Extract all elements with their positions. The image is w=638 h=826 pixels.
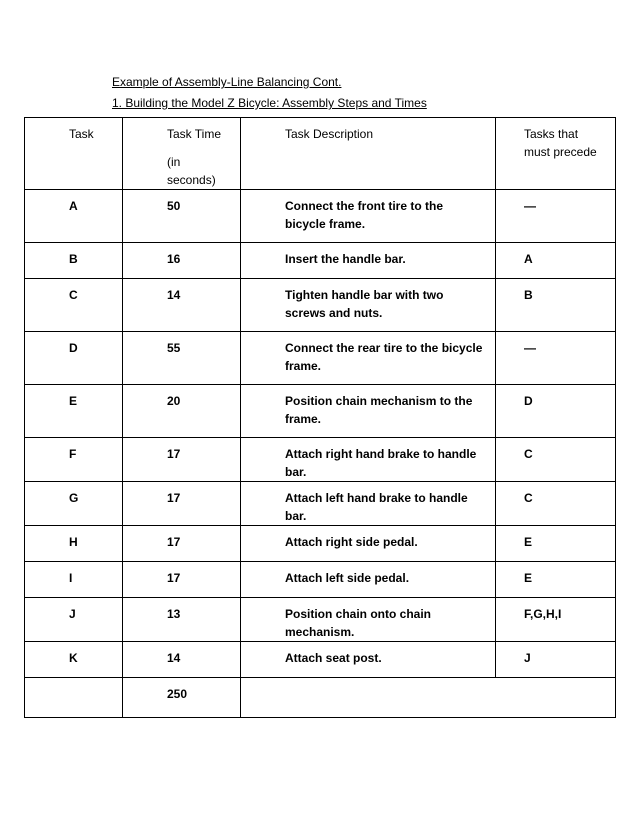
precede-cell: B [496,279,616,332]
header-precede: Tasks that must precede [496,118,616,190]
total-time-cell: 250 [123,678,241,718]
table-row [25,332,616,385]
header-task-time-label: Task Time [167,127,222,141]
precede-cell: F,G,H,I [496,598,616,642]
description-cell: Attach left side pedal. [241,562,496,598]
table-row [25,279,616,332]
precede-cell: J [496,642,616,678]
description-cell: Tighten handle bar with two screws and nuts. [241,279,496,332]
task-cell: H [25,526,123,562]
precede-cell: D [496,385,616,438]
task-cell: A [25,190,123,243]
total-blank-cell [241,678,616,718]
table-header-row [25,118,616,190]
task-cell: C [25,279,123,332]
precede-cell: — [496,190,616,243]
task-cell: I [25,562,123,598]
table-row [25,642,616,678]
time-cell: 50 [123,190,241,243]
assembly-table [24,117,616,718]
header-description: Task Description [241,118,496,190]
task-cell: K [25,642,123,678]
description-cell: Attach right hand brake to handle bar. [241,438,496,482]
table-row [25,190,616,243]
task-cell: B [25,243,123,279]
table-row [25,385,616,438]
description-cell: Connect the front tire to the bicycle frame. [241,190,496,243]
task-cell: E [25,385,123,438]
time-cell: 16 [123,243,241,279]
page-subtitle: 1. Building the Model Z Bicycle: Assembly Steps and Times [112,96,427,110]
header-task-time [123,118,241,190]
precede-cell: A [496,243,616,279]
description-cell: Insert the handle bar. [241,243,496,279]
precede-cell: — [496,332,616,385]
time-cell: 13 [123,598,241,642]
header-task-time-unit: (in seconds) [167,155,216,187]
description-cell: Attach right side pedal. [241,526,496,562]
task-cell: F [25,438,123,482]
page-title: Example of Assembly-Line Balancing Cont. [112,75,342,89]
table-row [25,438,616,482]
time-cell: 17 [123,526,241,562]
header-task: Task [25,118,123,190]
description-cell: Attach left hand brake to handle bar. [241,482,496,526]
table-row [25,243,616,279]
time-cell: 17 [123,562,241,598]
description-cell: Position chain mechanism to the frame. [241,385,496,438]
table-total-row [25,678,616,718]
table-row [25,562,616,598]
total-empty-cell [25,678,123,718]
table-row [25,482,616,526]
task-cell: D [25,332,123,385]
task-cell: J [25,598,123,642]
time-cell: 20 [123,385,241,438]
time-cell: 17 [123,438,241,482]
time-cell: 14 [123,279,241,332]
description-cell: Attach seat post. [241,642,496,678]
precede-cell: C [496,438,616,482]
precede-cell: E [496,526,616,562]
precede-cell: E [496,562,616,598]
description-cell: Position chain onto chain mechanism. [241,598,496,642]
description-cell: Connect the rear tire to the bicycle frame. [241,332,496,385]
table-row [25,598,616,642]
time-cell: 55 [123,332,241,385]
time-cell: 14 [123,642,241,678]
table-row [25,526,616,562]
task-cell: G [25,482,123,526]
precede-cell: C [496,482,616,526]
time-cell: 17 [123,482,241,526]
